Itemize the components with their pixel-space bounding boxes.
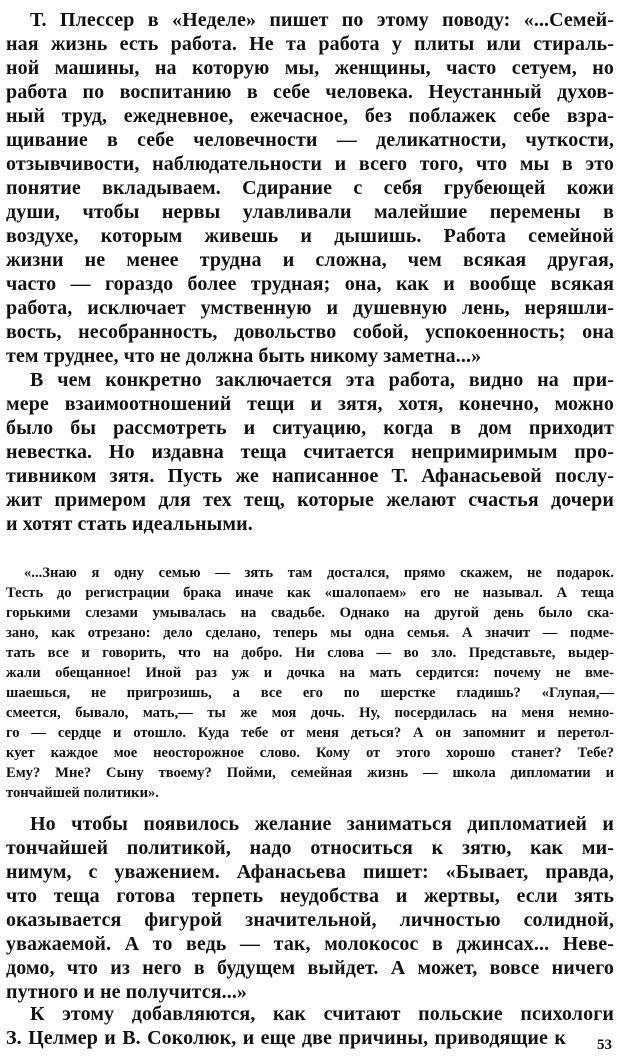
text-line: понятие вкладываем. Сдирание с себя грубеющей кожи <box>6 177 614 199</box>
quote-line: зано, как отрезано: дело сделано, теперь мы одна семья. А значит — подме- <box>6 625 614 641</box>
text-line: отзывчивости, наблюдательности и всего того, что мы в это <box>6 153 614 175</box>
text-line: путного и не получится...» <box>6 981 248 1003</box>
text-line: было бы рассмотреть и ситуацию, когда в дом приходит <box>6 417 614 439</box>
text-line: ный труд, ежедневное, ежечасное, без поблажек себе взра- <box>6 105 614 127</box>
quote-line: го — сердце и отошло. Куда тебе от меня деться? А он запомнит и перетол- <box>6 725 614 741</box>
text-line: жизни не менее трудна и сложна, чем всякая другая, <box>6 249 614 271</box>
text-line: часто — гораздо более трудная; она, как и вообще всякая <box>6 273 614 295</box>
quote-line: кует каждое мое неосторожное слово. Кому от этого хорошо станет? Тебе? <box>6 745 614 761</box>
text-line: жит примером для тех тещ, которые желают счастья дочери <box>6 489 614 511</box>
text-line: тем труднее, что не должна быть никому заметна...» <box>6 345 482 367</box>
text-line: уважаемой. А то ведь — так, молокосос в джинсах... Неве- <box>6 933 614 955</box>
text-line: вость, несобранность, довольство собой, успокоенность; она <box>6 321 614 343</box>
text-line: мере взаимоотношений тещи и зятя, хотя, конечно, можно <box>6 393 614 415</box>
quote-line: жали обещанное! Иной раз уж и дочка на мать сердится: почему не вме- <box>6 665 614 681</box>
quote-line: тончайшей политики». <box>6 785 159 801</box>
quote-line: Тесть до регистрации брака иначе как «шалопаем» его не называл. А теща <box>6 585 614 601</box>
text-line: З. Целмер и В. Соколюк, и еще две причины, приводящие к <box>6 1027 566 1049</box>
text-line: ной машины, на которую мы, женщины, часто сетуем, но <box>6 57 614 79</box>
quote-line: Ему? Мне? Сыну твоему? Пойми, семейная жизнь — школа дипломатии и <box>6 765 614 781</box>
text-line: что теща готова терпеть неудобства и жертвы, если зять <box>6 885 614 907</box>
quote-line: «...Знаю я одну семью — зять там достался, прямо скажем, не подарок. <box>24 565 614 581</box>
text-line: работа, исключает умственную и душевную лень, неряшли- <box>6 297 614 319</box>
text-line: щивание в себе человечности — деликатности, чуткости, <box>6 129 614 151</box>
text-line: души, чтобы нервы улавливали малейшие перемены в <box>6 201 614 223</box>
page-number: 53 <box>597 1037 612 1053</box>
text-line: работа по воспитанию в себе человека. Неустанный духов- <box>6 81 614 103</box>
text-line: невестка. Но издавна теща считается непримиримым про- <box>6 441 614 463</box>
quote-line: шаешься, не пригрозишь, а все его по шерстке гладишь? «Глупая,— <box>6 685 614 701</box>
text-line: и хотят стать идеальными. <box>6 513 253 535</box>
quote-line: тать все и говорить, что на добро. Ни слова — во зло. Представьте, выдер- <box>6 645 614 661</box>
text-line: Т. Плессер в «Неделе» пишет по этому поводу: «...Семей- <box>30 9 614 31</box>
text-line: ная жизнь есть работа. Не та работа у плиты или стираль- <box>6 33 614 55</box>
text-line: К этому добавляются, как считают польские психологи <box>30 1003 614 1025</box>
quote-line: смеется, бывало, мать,— ты же моя дочь. Ну, посердилась на меня немно- <box>6 705 614 721</box>
text-line: оказывается фигурой значительной, личностью солидной, <box>6 909 614 931</box>
text-line: Но чтобы появилось желание заниматься дипломатией и <box>30 813 614 835</box>
text-line: тивником зятя. Пусть же написанное Т. Афанасьевой послу- <box>6 465 614 487</box>
text-line: воздухе, которым живешь и дышишь. Работа семейной <box>6 225 614 247</box>
text-line: тончайшей политикой, надо относиться к зятю, как ми- <box>6 837 614 859</box>
text-line: В чем конкретно заключается эта работа, видно на при- <box>30 369 614 391</box>
text-line: домо, что из него в будущем выйдет. А может, вовсе ничего <box>6 957 614 979</box>
quote-line: горькими слезами умывалась на свадьбе. Однако на другой день было ска- <box>6 605 614 621</box>
text-line: нимум, с уважением. Афанасьева пишет: «Бывает, правда, <box>6 861 614 883</box>
